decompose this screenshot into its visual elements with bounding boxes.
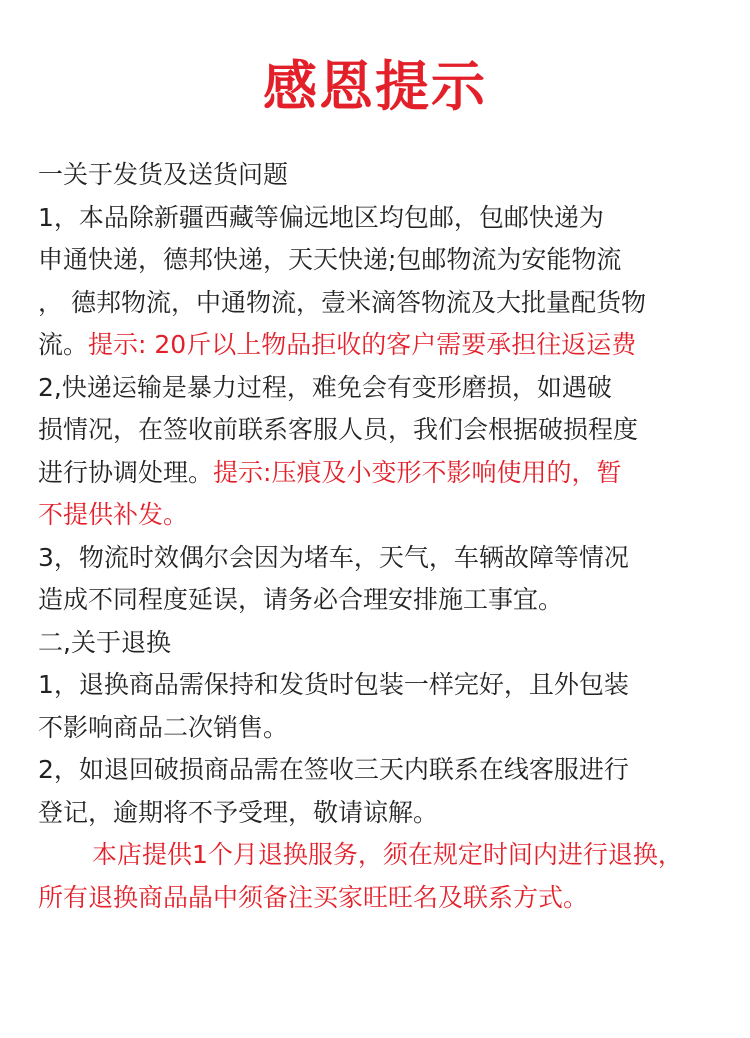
notice-text: 申通快递，德邦快递，天天快递;包邮物流为安能物流	[38, 245, 622, 274]
notice-line	[38, 367, 743, 410]
notice-text: 登记，逾期将不予受理，敬请谅解。	[38, 797, 439, 827]
notice-line	[38, 197, 743, 240]
notice-text: ， 德邦物流，中通物流，壹米滴答物流及大批量配货物	[38, 287, 646, 317]
notice-line	[38, 537, 743, 580]
notice-line	[38, 452, 743, 495]
warning-text: 本店提供1个月退换服务，须在规定时间内进行退换，	[92, 840, 683, 869]
notice-text: 损情况，在签收前联系客服人员，我们会根据破损程度	[38, 415, 639, 444]
notice-text: 流。	[38, 330, 89, 359]
warning-text: 所有退换商品晶中须备注买家旺旺名及联系方式。	[38, 882, 589, 912]
notice-line	[38, 579, 743, 622]
notice-line	[38, 154, 743, 197]
notice-text: 1，退换商品需保持和发货时包装一样完好，且外包装	[38, 670, 629, 699]
notice-text: 3，物流时效偶尔会因为堵车，天气，车辆故障等情况	[38, 542, 629, 572]
notice-line	[38, 409, 743, 452]
notice-content	[38, 154, 743, 919]
notice-line	[38, 282, 743, 325]
page-title: 感恩提示	[263, 55, 487, 118]
notice-text: 二,关于退换	[38, 627, 171, 657]
notice-line	[38, 792, 743, 835]
notice-line	[38, 707, 743, 750]
warning-text: 提示: 20斤以上物品拒收的客户需要承担往返运费	[88, 330, 637, 359]
notice-line	[38, 494, 743, 537]
notice-text: 1，本品除新疆西藏等偏远地区均包邮，包邮快递为	[38, 202, 604, 232]
notice-text: 2，如退回破损商品需在签收三天内联系在线客服进行	[38, 755, 629, 784]
notice-text: 一关于发货及送货问题	[38, 160, 289, 189]
warning-text: 不提供补发。	[38, 500, 189, 529]
notice-line	[38, 749, 743, 792]
notice-text: 进行协调处理。	[38, 457, 214, 487]
notice-text: 不影响商品二次销售。	[38, 712, 289, 742]
notice-line	[38, 834, 743, 877]
section-heading	[38, 622, 743, 665]
notice-line	[38, 877, 743, 920]
warning-text: 提示:压痕及小变形不影响使用的，暂	[213, 457, 622, 487]
notice-line	[38, 324, 743, 367]
notice-text: 2,快递运输是暴力过程，难免会有变形磨损，如遇破	[38, 372, 612, 402]
notice-text: 造成不同程度延误，请务必合理安排施工事宜。	[38, 585, 564, 614]
notice-line	[38, 664, 743, 707]
notice-line	[38, 239, 743, 282]
